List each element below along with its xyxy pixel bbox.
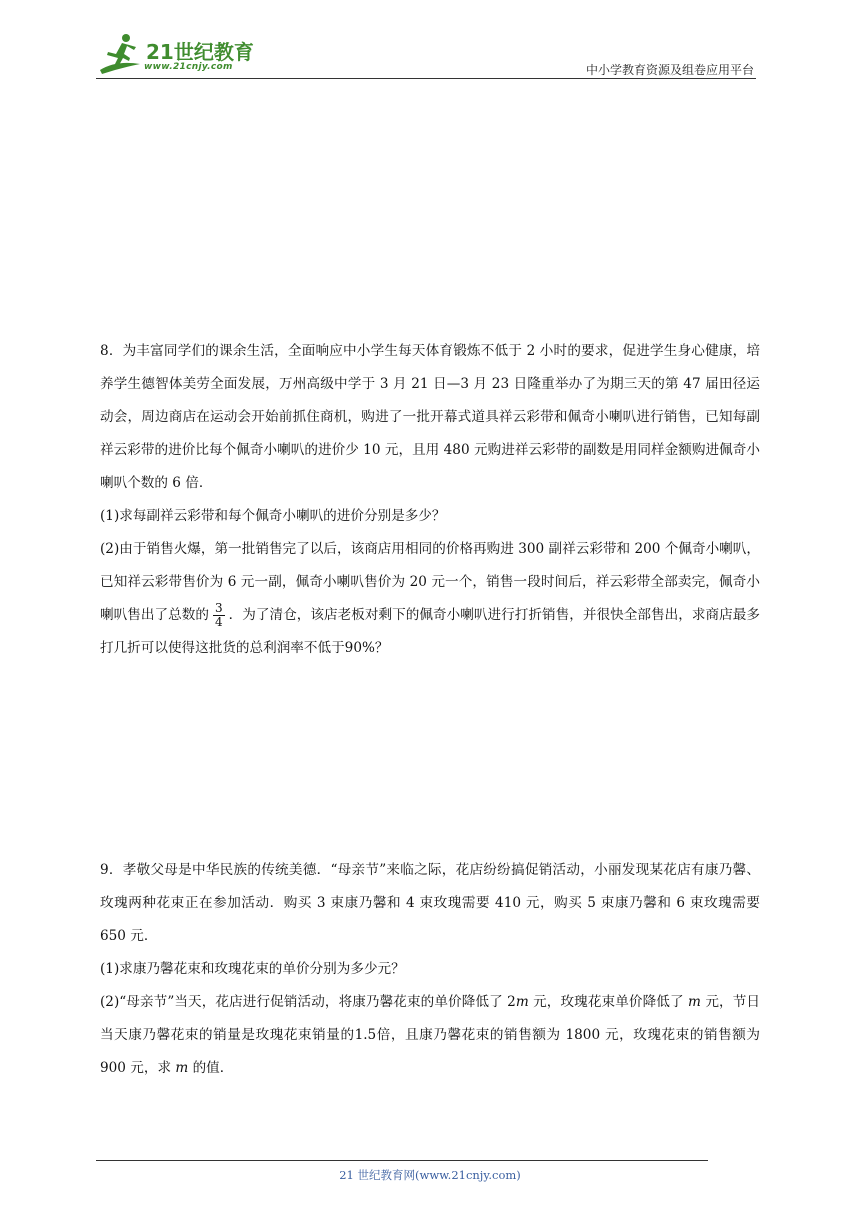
question-9-part-2 bbox=[100, 986, 760, 1085]
fraction-denominator: 4 bbox=[215, 615, 223, 629]
question-8 bbox=[100, 335, 760, 665]
question-9-part-2-text-c: 元，节日当天康乃馨花束的销量是玫瑰花束销量的1.5倍，且康乃馨花束的销售额为 1800 元，玫瑰花束的销售额为 900 元，求 bbox=[100, 994, 760, 1076]
logo bbox=[96, 30, 256, 78]
question-9-stem: 9．孝敬父母是中华民族的传统美德．“母亲节”来临之际，花店纷纷搞促销活动，小丽发现某花店有康乃馨、玫瑰两种花束正在参加活动．购买 3 束康乃馨和 4 束玫瑰需要 410 元，购买 5 束康乃馨和 6 束玫瑰需要 650 元． bbox=[100, 862, 760, 944]
question-9-part-2-text-a: (2)“母亲节”当天，花店进行促销活动，将康乃馨花束的单价降低了 2 bbox=[100, 994, 516, 1010]
question-9-part-2-text-b: 元，玫瑰花束单价降低了 bbox=[528, 994, 689, 1010]
logo-brand-text: 21世纪教育 bbox=[146, 40, 254, 64]
variable-m: m bbox=[515, 994, 529, 1010]
question-9-part-1: (1)求康乃馨花束和玫瑰花束的单价分别为多少元？ bbox=[100, 961, 405, 977]
question-9-part-2-text-d: 的值． bbox=[188, 1060, 234, 1076]
variable-m: m bbox=[688, 994, 701, 1010]
variable-m: m bbox=[175, 1060, 189, 1076]
fraction-three-quarters bbox=[213, 602, 225, 629]
logo-url-text: www.21cnjy.com bbox=[144, 62, 233, 72]
footer-link[interactable]: 21 世纪教育网(www.21cnjy.com) bbox=[339, 1168, 521, 1182]
question-8-part-2-text-a: (2)由于销售火爆，第一批销售完了以后，该商店用相同的价格再购进 300 副祥云彩带和 200 个佩奇小喇叭，已知祥云彩带售价为 6 元一副，佩奇小喇叭售价为 20 元一个，销售一段时间后，祥云彩带全部卖完，佩奇小喇叭售出了总数的 bbox=[100, 541, 760, 623]
question-8-part-2-text-b: ．为了清仓，该店老板对剩下的佩奇小喇叭进行打折销售，并很快全部售出，求商店最多打几折可以使得这批货的总利润率不低于90%？ bbox=[100, 607, 760, 656]
runner-icon bbox=[96, 30, 146, 78]
fraction-numerator: 3 bbox=[215, 601, 223, 615]
question-9 bbox=[100, 854, 760, 1085]
footer-divider bbox=[96, 1160, 708, 1161]
platform-title: 中小学教育资源及组卷应用平台 bbox=[585, 63, 754, 77]
question-8-stem: 8．为丰富同学们的课余生活，全面响应中小学生每天体育锻炼不低于 2 小时的要求，促进学生身心健康，培养学生德智体美劳全面发展，万州高级中学于 3 月 21 日—3 月 23 日隆重举办了为期三天的第 47 届田径运动会，周边商店在运动会开始前抓住商机，购进了一批开幕式道具祥云彩带和佩奇小喇叭进行销售，已知每副祥云彩带的进价比每个佩奇小喇叭的进价少 10 元，且用 480 元购进祥云彩带的副数是用同样金额购进佩奇小喇叭个数的 6 倍． bbox=[100, 343, 760, 491]
question-8-part-1: (1)求每副祥云彩带和每个佩奇小喇叭的进价分别是多少？ bbox=[100, 508, 446, 524]
question-8-part-2 bbox=[100, 533, 760, 665]
header-divider bbox=[96, 78, 756, 79]
